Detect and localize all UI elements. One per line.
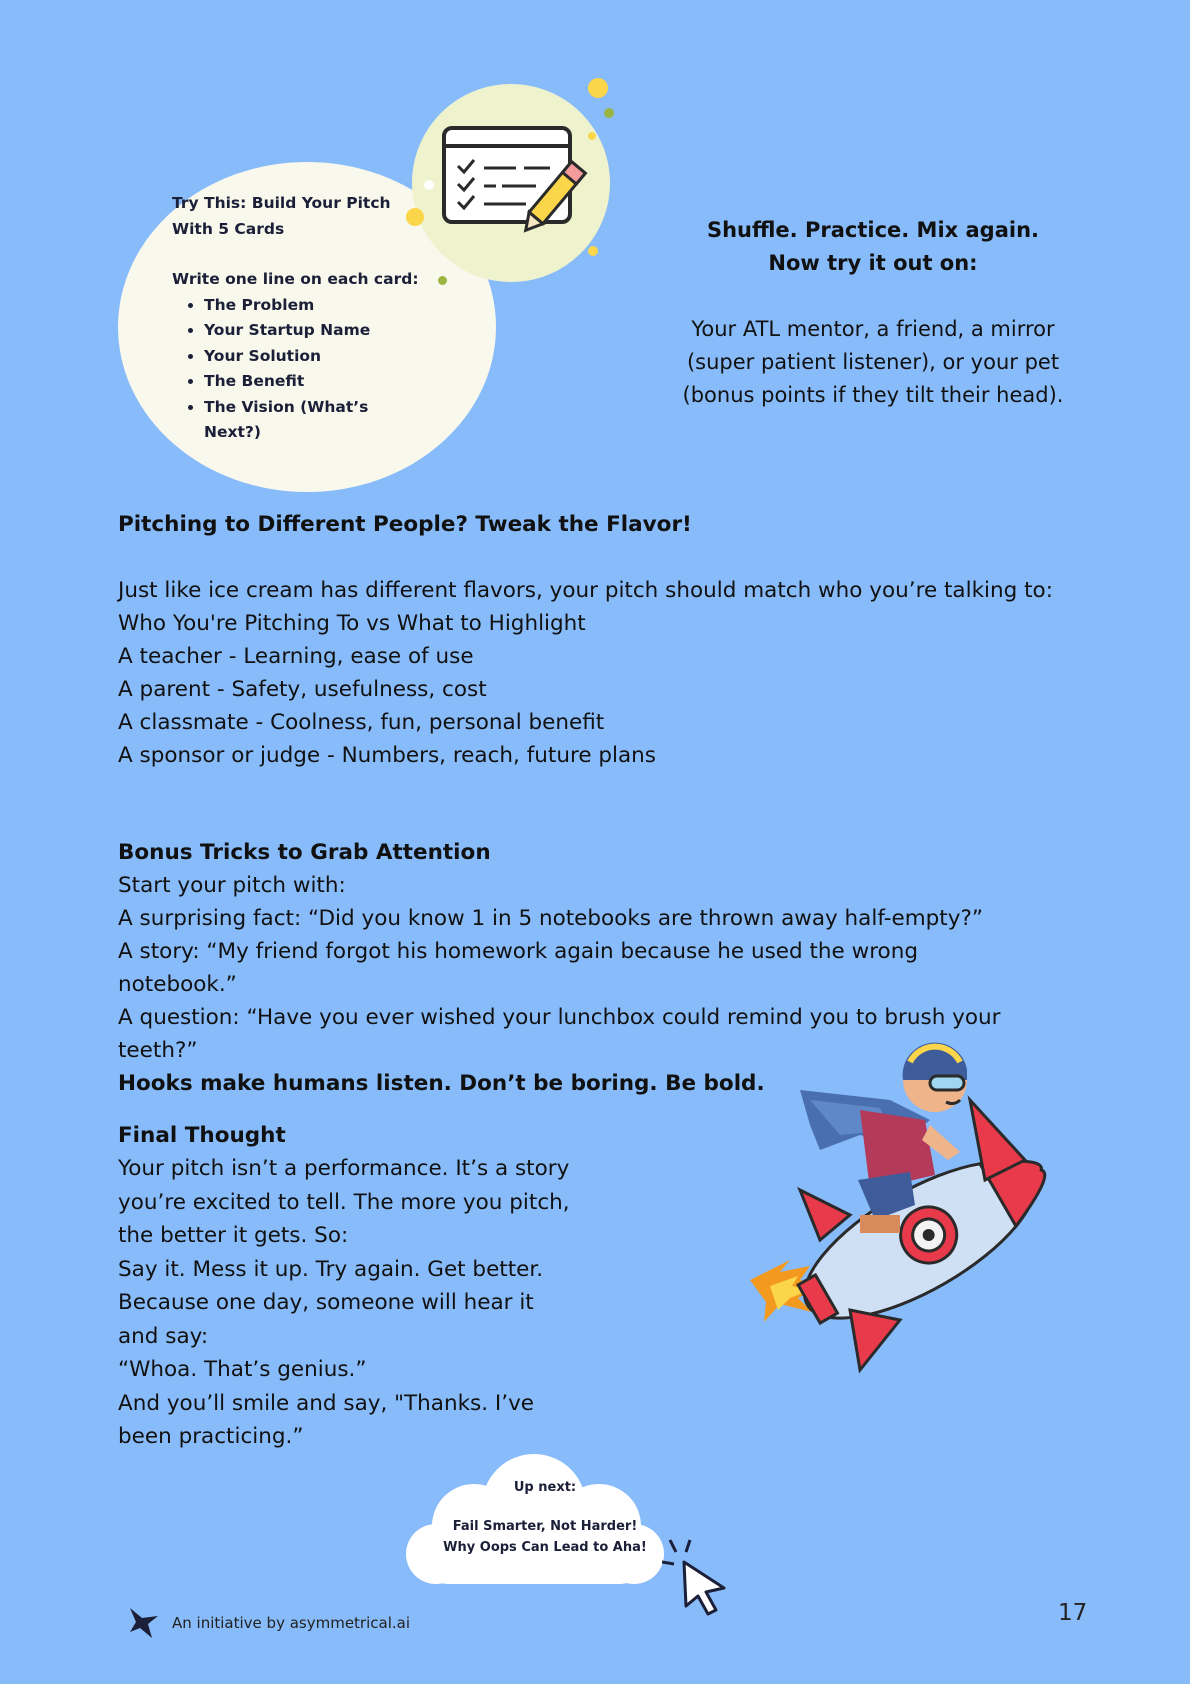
pitch-cards-box bbox=[172, 191, 442, 446]
shuffle-body: Your ATL mentor, a friend, a mirror (super patient listener), or your pet (bonus points if they tilt their head). bbox=[682, 317, 1064, 407]
bird-logo-icon bbox=[128, 1606, 160, 1640]
final-line: Your pitch isn’t a performance. It’s a story bbox=[118, 1156, 570, 1181]
cursor-pointer-icon bbox=[662, 1536, 732, 1616]
page-number: 17 bbox=[1058, 1600, 1088, 1626]
list-item: • Your Startup Name bbox=[204, 318, 442, 344]
flavor-intro: Just like ice cream has different flavors, your pitch should match who you’re talking to: bbox=[118, 578, 1053, 603]
up-next-title[interactable] bbox=[410, 1516, 680, 1558]
final-line: Because one day, someone will hear it bbox=[118, 1290, 534, 1315]
decor-dot bbox=[588, 78, 608, 98]
final-line: And you’ll smile and say, "Thanks. I’ve bbox=[118, 1390, 535, 1416]
flavor-row: A parent - Safety, usefulness, cost bbox=[118, 677, 487, 702]
section-heading: Final Thought bbox=[118, 1123, 286, 1148]
flavor-row: A classmate - Coolness, fun, personal benefit bbox=[118, 710, 605, 735]
shuffle-heading: Shuffle. Practice. Mix again. Now try it out on: bbox=[706, 218, 1040, 275]
bonus-closing: Hooks make humans listen. Don’t be boring. Be bold. bbox=[118, 1071, 765, 1096]
rocket-kid-illustration bbox=[740, 1040, 1070, 1400]
footer-credit: An initiative by asymmetrical.ai bbox=[172, 1614, 410, 1632]
up-next-label: Up next: bbox=[513, 1480, 577, 1495]
final-line: “Whoa. That’s genius.” bbox=[118, 1357, 367, 1382]
card-title: Try This: Build Your Pitch bbox=[172, 194, 391, 212]
flavor-section bbox=[118, 508, 1078, 772]
card-title: With 5 Cards bbox=[172, 219, 285, 238]
checklist-icon bbox=[440, 124, 590, 254]
list-item: • Your Solution bbox=[204, 344, 442, 370]
up-next-title-line: Fail Smarter, Not Harder! bbox=[452, 1519, 638, 1534]
flavor-row: A teacher - Learning, ease of use bbox=[118, 644, 474, 669]
up-next-title-line: Why Oops Can Lead to Aha! bbox=[443, 1540, 647, 1555]
list-item: • The Problem bbox=[204, 293, 442, 319]
list-item: • The Vision (What’s Next?) bbox=[204, 395, 374, 446]
flavor-table-header: Who You're Pitching To vs What to Highlight bbox=[118, 611, 586, 636]
bonus-intro: Start your pitch with: bbox=[118, 873, 346, 898]
final-line: the better it gets. So: bbox=[118, 1223, 349, 1248]
final-line: been practicing.” bbox=[118, 1424, 304, 1449]
card-instruction: Write one line on each card: bbox=[172, 270, 419, 288]
final-line: Say it. Mess it up. Try again. Get better. bbox=[118, 1256, 544, 1282]
list-item: • The Benefit bbox=[204, 369, 442, 395]
card-list bbox=[172, 293, 442, 446]
final-line: you’re excited to tell. The more you pitch, bbox=[118, 1189, 570, 1215]
shuffle-block bbox=[668, 214, 1078, 412]
final-thought bbox=[118, 1152, 678, 1454]
flavor-row: A sponsor or judge - Numbers, reach, future plans bbox=[118, 743, 657, 768]
decor-dot bbox=[424, 180, 434, 190]
final-line: and say: bbox=[118, 1323, 209, 1349]
section-heading: Pitching to Different People? Tweak the Flavor! bbox=[118, 512, 692, 537]
bonus-fact: A surprising fact: “Did you know 1 in 5 notebooks are thrown away half-empty?” bbox=[118, 906, 984, 931]
decor-dot bbox=[604, 108, 614, 118]
bonus-story: A story: “My friend forgot his homework again because he used the wrong notebook.” bbox=[118, 939, 918, 997]
bonus-question: A question: “Have you ever wished your lunchbox could remind you to brush your teeth?” bbox=[118, 1005, 1001, 1063]
section-heading: Bonus Tricks to Grab Attention bbox=[118, 840, 491, 865]
